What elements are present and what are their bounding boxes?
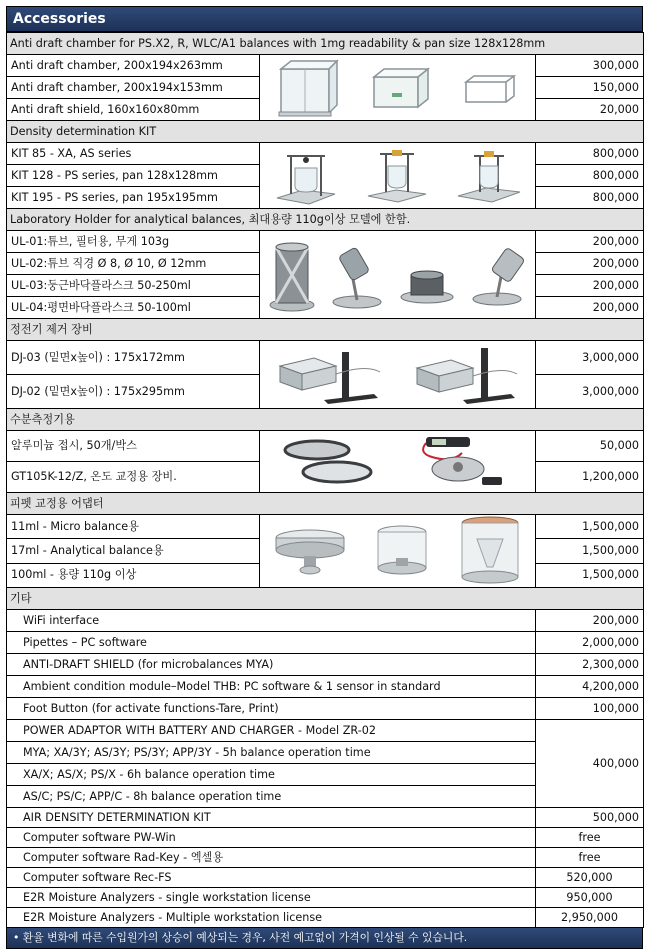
item-price: 1,500,000 xyxy=(536,515,644,539)
density-kit-85-image xyxy=(273,146,339,206)
page-title: Accessories xyxy=(6,6,643,32)
holder-ul02-image xyxy=(330,240,384,310)
item-name: UL-04:평면바닥플라스크 50-100ml xyxy=(7,297,260,319)
table-row xyxy=(7,431,644,462)
item-name: Foot Button (for activate functions-Tare, Print) xyxy=(7,698,536,720)
pipette-adapter-100ml-image xyxy=(457,515,523,587)
table-row xyxy=(7,698,644,720)
item-price: 2,950,000 xyxy=(536,908,644,928)
item-name: Anti draft chamber, 200x194x263mm xyxy=(7,55,260,77)
item-name: ANTI-DRAFT SHIELD (for microbalances MYA) xyxy=(7,654,536,676)
item-price: 800,000 xyxy=(536,143,644,165)
density-kit-128-image xyxy=(364,146,430,206)
holder-ul03-image xyxy=(397,245,457,305)
pipette-adapter-images xyxy=(260,515,536,588)
table-row xyxy=(7,610,644,632)
pipette-adapter-17ml-image xyxy=(372,522,432,580)
item-price: 950,000 xyxy=(536,888,644,908)
holder-ul01-image xyxy=(266,237,318,313)
ionizer-images xyxy=(260,341,536,409)
item-price: 3,000,000 xyxy=(536,375,644,409)
item-name: E2R Moisture Analyzers - single workstation license xyxy=(7,888,536,908)
item-price: 50,000 xyxy=(536,431,644,462)
item-price: 300,000 xyxy=(536,55,644,77)
table-row xyxy=(7,632,644,654)
item-price: free xyxy=(536,828,644,848)
item-name: KIT 195 - PS series, pan 195x195mm xyxy=(7,187,260,209)
anti-draft-chamber-short-image xyxy=(368,63,430,113)
ionizer-dj02-image xyxy=(411,344,521,406)
table-row xyxy=(7,828,644,848)
moisture-images xyxy=(260,431,536,493)
item-price: 500,000 xyxy=(536,808,644,828)
item-name: UL-02:튜브 직경 Ø 8, Ø 10, Ø 12mm xyxy=(7,253,260,275)
section-header-etc: 기타 xyxy=(7,588,644,610)
item-name: 11ml - Micro balance용 xyxy=(7,515,260,539)
item-name: 알루미늄 접시, 50개/박스 xyxy=(7,431,260,462)
holder-ul04-image xyxy=(469,243,529,307)
item-name: Computer software Rad-Key - 엑셀용 xyxy=(7,848,536,868)
item-name: POWER ADAPTOR WITH BATTERY AND CHARGER - Model ZR-02 xyxy=(7,720,536,742)
accessories-sheet xyxy=(6,6,643,949)
item-name: WiFi interface xyxy=(7,610,536,632)
aluminum-dish-image xyxy=(281,434,377,490)
anti-draft-shield-image xyxy=(460,70,520,106)
footer-notice: • 환율 변화에 따른 수입원가의 상승이 예상되는 경우, 사전 예고없이 가격이 인상될 수 있습니다. xyxy=(6,928,643,949)
item-name: AIR DENSITY DETERMINATION KIT xyxy=(7,808,536,828)
item-name: Computer software PW-Win xyxy=(7,828,536,848)
item-price: 200,000 xyxy=(536,297,644,319)
item-price: 150,000 xyxy=(536,77,644,99)
section-header-density: Density determination KIT xyxy=(7,121,644,143)
item-name: 17ml - Analytical balance용 xyxy=(7,539,260,563)
price-table xyxy=(6,32,644,928)
item-name: Pipettes – PC software xyxy=(7,632,536,654)
item-price: 200,000 xyxy=(536,275,644,297)
table-row xyxy=(7,720,644,742)
section-header-moisture: 수분측정기용 xyxy=(7,409,644,431)
item-name: Ambient condition module–Model THB: PC software & 1 sensor in standard xyxy=(7,676,536,698)
table-row xyxy=(7,515,644,539)
item-price: 520,000 xyxy=(536,868,644,888)
table-row xyxy=(7,341,644,375)
item-price: 100,000 xyxy=(536,698,644,720)
lab-holder-images xyxy=(260,231,536,319)
table-row xyxy=(7,143,644,165)
item-name: GT105K-12/Z, 온도 교정용 장비. xyxy=(7,462,260,493)
density-kit-images xyxy=(260,143,536,209)
density-kit-195-image xyxy=(456,146,522,206)
item-price: 1,500,000 xyxy=(536,563,644,587)
item-price: 800,000 xyxy=(536,187,644,209)
table-row xyxy=(7,908,644,928)
section-header-static: 정전기 제거 장비 xyxy=(7,319,644,341)
item-price: 2,300,000 xyxy=(536,654,644,676)
item-name: XA/X; AS/X; PS/X - 6h balance operation time xyxy=(7,764,536,786)
table-row xyxy=(7,888,644,908)
table-row xyxy=(7,848,644,868)
item-price: free xyxy=(536,848,644,868)
item-name: 100ml - 용량 110g 이상 xyxy=(7,563,260,587)
table-row xyxy=(7,808,644,828)
ionizer-dj03-image xyxy=(274,344,384,406)
temperature-calibration-image xyxy=(418,433,514,491)
item-name: UL-01:튜브, 필터용, 무게 103g xyxy=(7,231,260,253)
item-name: KIT 128 - PS series, pan 128x128mm xyxy=(7,165,260,187)
item-name: MYA; XA/3Y; AS/3Y; PS/3Y; APP/3Y - 5h balance operation time xyxy=(7,742,536,764)
item-name: DJ-03 (밑면x높이) : 175x172mm xyxy=(7,341,260,375)
item-price: 4,200,000 xyxy=(536,676,644,698)
item-name: Computer software Rec-FS xyxy=(7,868,536,888)
pipette-adapter-11ml-image xyxy=(272,524,348,578)
table-row xyxy=(7,55,644,77)
anti-draft-chamber-tall-image xyxy=(275,57,339,119)
table-row xyxy=(7,676,644,698)
section-header-pipette: 피펫 교정용 어댑터 xyxy=(7,493,644,515)
item-price: 1,500,000 xyxy=(536,539,644,563)
item-name: Anti draft shield, 160x160x80mm xyxy=(7,99,260,121)
item-price: 1,200,000 xyxy=(536,462,644,493)
section-header-holder: Laboratory Holder for analytical balances, 최대용량 110g이상 모델에 한함. xyxy=(7,209,644,231)
item-name: UL-03:둥근바닥플라스크 50-250ml xyxy=(7,275,260,297)
table-row xyxy=(7,654,644,676)
anti-draft-images xyxy=(260,55,536,121)
item-name: Anti draft chamber, 200x194x153mm xyxy=(7,77,260,99)
item-name: DJ-02 (밑면x높이) : 175x295mm xyxy=(7,375,260,409)
item-price: 400,000 xyxy=(536,720,644,808)
item-name: AS/C; PS/C; APP/C - 8h balance operation time xyxy=(7,786,536,808)
item-price: 200,000 xyxy=(536,610,644,632)
section-header-anti-draft: Anti draft chamber for PS.X2, R, WLC/A1 balances with 1mg readability & pan size 128x128mm xyxy=(7,33,644,55)
item-name: E2R Moisture Analyzers - Multiple workstation license xyxy=(7,908,536,928)
table-row xyxy=(7,868,644,888)
item-price: 3,000,000 xyxy=(536,341,644,375)
item-price: 20,000 xyxy=(536,99,644,121)
item-price: 200,000 xyxy=(536,231,644,253)
item-price: 200,000 xyxy=(536,253,644,275)
item-price: 2,000,000 xyxy=(536,632,644,654)
item-price: 800,000 xyxy=(536,165,644,187)
item-name: KIT 85 - XA, AS series xyxy=(7,143,260,165)
table-row xyxy=(7,231,644,253)
